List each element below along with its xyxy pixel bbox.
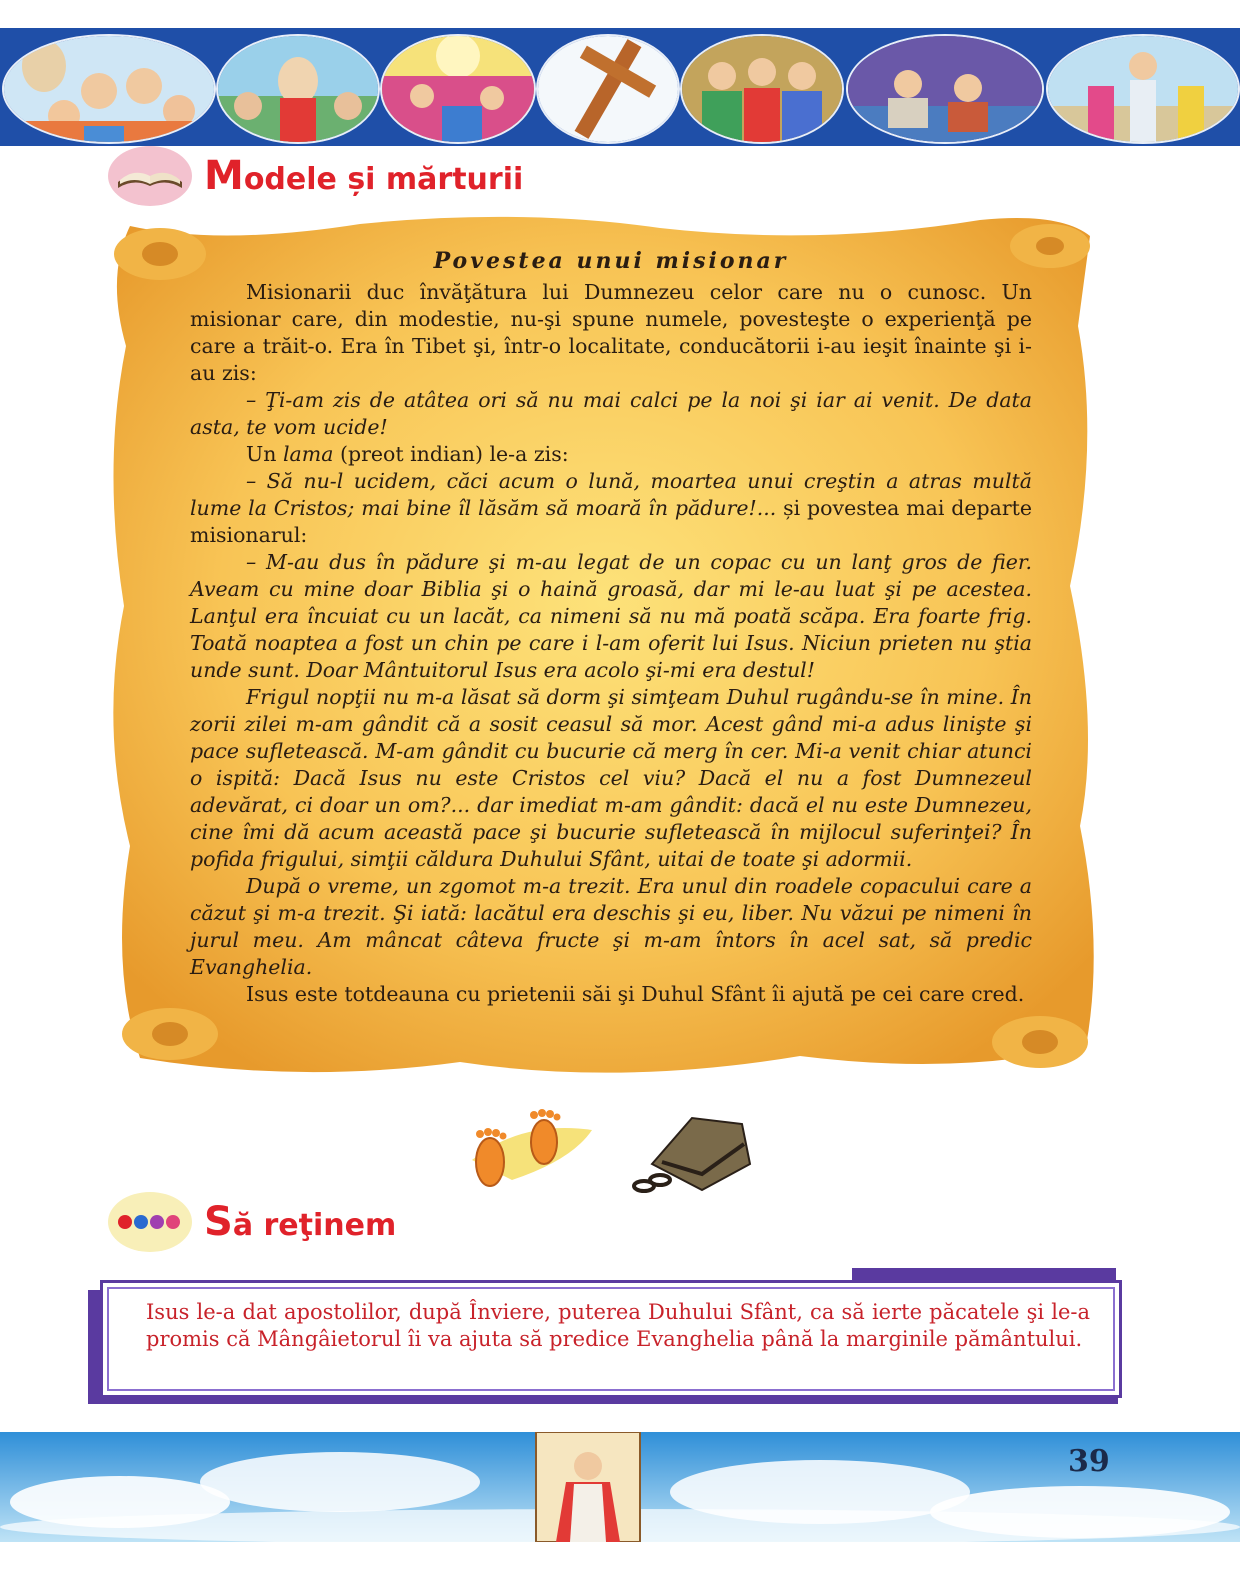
banner-illustration-jesus-walking [1046, 34, 1240, 144]
story-paragraph: – Ţi-am zis de atâtea ori să nu mai calci pe la noi şi iar ai venit. De data asta, te vom ucide! [190, 388, 1032, 439]
section-title-models: Modele și mărturii [204, 153, 524, 199]
top-illustration-banner [0, 28, 1240, 146]
jesus-medallion [536, 1432, 640, 1542]
banner-illustration-jesus-teaching [216, 34, 380, 144]
story-paragraph: Frigul nopţii nu m-a lăsat să dorm şi simţeam Duhul rugându-se în mine. În zorii zilei m-am gândit că a sosit ceasul să mor. Acest gând mi-a adus linişte şi pace sufletească. M-am gândit cu bucurie că merg în cer. Mi-a venit chiar atunci o ispită: Dacă Isus nu este Cristos cel viu? Dacă el nu a fost Dumnezeul adevărat, ci doar un om?... dar imediat m-am gândit: dacă el nu este Dumnezeu, cine îmi dă acum această pace şi bucurie sufletească în mijlocul suferinţei? În pofida frigului, simţii căldura Duhului Sfânt, uitai de toate şi adormii. [190, 685, 1032, 871]
banner-illustration-last-supper [680, 34, 844, 144]
page-number: 39 [1068, 1444, 1110, 1479]
section-title-remember: Să reţinem [204, 1199, 397, 1245]
banner-illustration-storm [846, 34, 1044, 144]
story-paragraph: Misionarii duc învăţătura lui Dumnezeu celor care nu o cunosc. Un misionar care, din modestie, nu-şi spune numele, povesteşte o experienţă pe care a trăit-o. Era în Tibet şi, într-o localitate, conducătorii i-au ieşit înainte şi i-au zis: [190, 280, 1032, 385]
story-heading: Povestea unui misionar [433, 248, 789, 274]
banner-illustration-cross [536, 34, 680, 144]
story-paragraph: – Să nu-l ucidem, căci acum o lună, moartea unui creştin a atras multă lume la Cristos; mai bine îl lăsăm să moară în pădure!... și povestea mai departe misionarul: [190, 469, 1033, 547]
story-paragraph: – M-au dus în pădure şi m-au legat de un copac cu un lanţ gros de fier. Aveam cu mine doar Biblia şi o haină groasă, dar mi le-au luat şi pe acestea. Lanţul era încuiat cu un lacăt, ca nimeni să nu mă poată scăpa. Era foarte frig. Toată noaptea a fost un chin pe care i l-am oferit lui Isus. Niciun prieten nu ştia unde sunt. Doar Mântuitorul Isus era acolo şi-mi era destul! [190, 550, 1032, 682]
bible-icon [108, 146, 192, 206]
story-text [190, 248, 1032, 1008]
beads-icon [108, 1192, 192, 1252]
broken-chain-icon [632, 1104, 762, 1200]
section-header-remember [108, 1192, 396, 1252]
story-paragraph: Un lama (preot indian) le-a zis: [246, 442, 569, 466]
story-paragraph: După o vreme, un zgomot m-a trezit. Era unul din roadele copacului care a căzut şi m-a trezit. Şi iată: lacătul era deschis şi eu, liber. Nu văzui pe nimeni în jurul meu. Am mâncat câteva fructe şi m-am întors în acel sat, să predic Evanghelia. [190, 874, 1032, 979]
footprints-icon [452, 1100, 602, 1200]
remember-text: Isus le-a dat apostolilor, după Înviere, puterea Duhului Sfânt, ca să ierte păcatele şi le-a promis că Mângâietorul îi va ajuta să predice Evanghelia până la marginile pământului. [146, 1300, 1090, 1351]
section-header-models [108, 146, 523, 206]
story-paragraph: Isus este totdeauna cu prietenii săi şi Duhul Sfânt îi ajută pe cei care cred. [246, 982, 1025, 1006]
banner-illustration-ascension [380, 34, 536, 144]
banner-illustration-jesus-children [2, 34, 216, 144]
bottom-sky-banner [0, 1432, 1240, 1542]
